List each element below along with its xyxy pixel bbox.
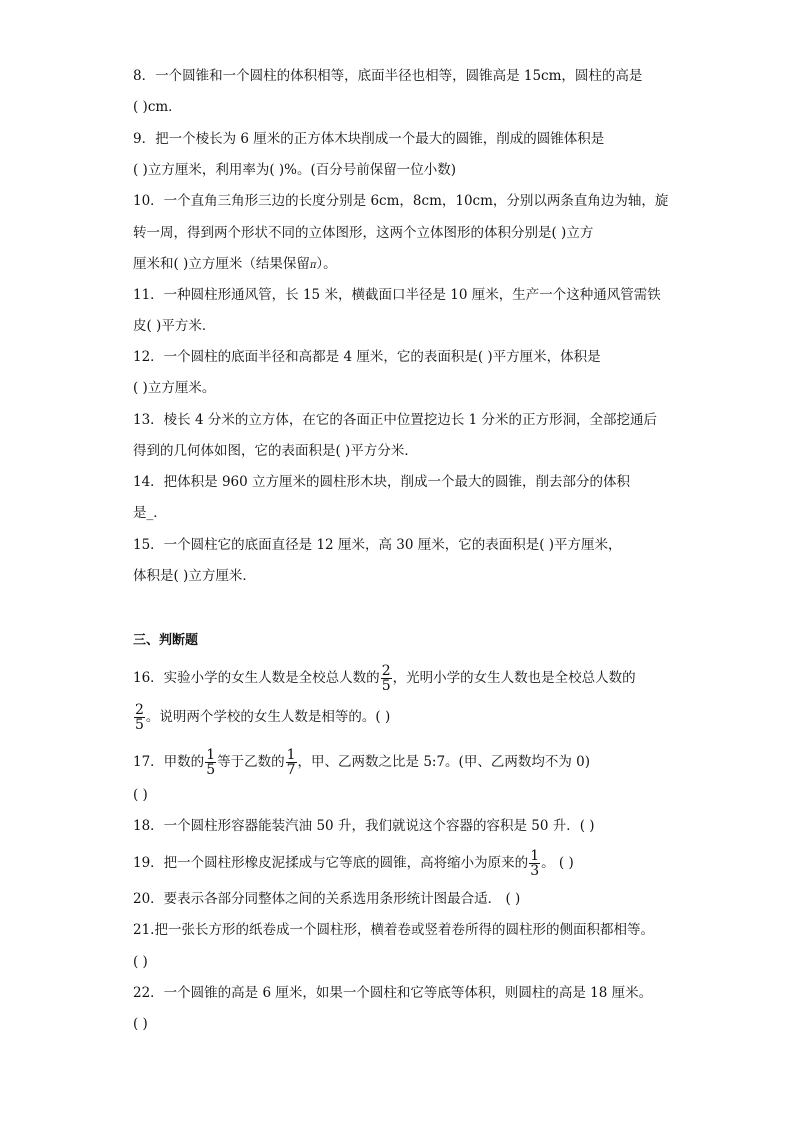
question-12-line-1: 12．一个圆柱的底面半径和高都是 4 厘米，它的表面积是( )平方厘米，体积是 bbox=[133, 349, 601, 365]
fraction-one-seventh: $\frac{1}{7}$ bbox=[286, 747, 296, 778]
question-8-line-2: ( )cm． bbox=[133, 99, 182, 115]
question-9-line-1: 9．把一个棱长为 6 厘米的正方体木块削成一个最大的圆锥，削成的圆锥体积是 bbox=[133, 131, 605, 147]
question-10-line-1: 10．一个直角三角形三边的长度分别是 6cm，8cm，10cm，分别以两条直角边为轴，旋 bbox=[133, 193, 669, 209]
question-19-line: 19．把一个圆柱形橡皮泥揉成与它等底的圆锥，高将缩小为原来的 $\frac{1}{3}$ 。 ( ) bbox=[133, 848, 574, 879]
question-22-line-1: 22．一个圆锥的高是 6 厘米，如果一个圆柱和它等底等体积，则圆柱的高是 18 厘米。 bbox=[133, 985, 653, 1001]
question-14-line-1: 14．把体积是 960 立方厘米的圆柱形木块，削成一个最大的圆锥，削去部分的体积 bbox=[133, 474, 631, 490]
question-13-line-1: 13．棱长 4 分米的立方体，在它的各面正中位置挖边长 1 分米的正方形洞，全部挖通后 bbox=[133, 412, 658, 428]
question-17-line-1: 17．甲数的 $\frac{1}{5}$ 等于乙数的 $\frac{1}{7}$ ，甲、乙两数之比是 5:7。(甲、乙两数均不为 0) bbox=[133, 747, 590, 778]
question-15-line-2: 体积是( )立方厘米． bbox=[133, 568, 256, 584]
question-17-line-2: ( ) bbox=[133, 787, 148, 803]
fraction-one-third: $\frac{1}{3}$ bbox=[530, 848, 540, 879]
question-22-line-2: ( ) bbox=[133, 1016, 148, 1032]
fraction-two-fifths: $\frac{2}{5}$ bbox=[381, 663, 391, 694]
pi-symbol: π bbox=[309, 260, 317, 271]
question-14-line-2: 是_． bbox=[133, 505, 167, 521]
question-18-line: 18．一个圆柱形容器能装汽油 50 升，我们就说这个容器的容积是 50 升．( ) bbox=[133, 818, 595, 834]
fraction-one-fifth: $\frac{1}{5}$ bbox=[206, 747, 216, 778]
section-title: 三、判断题 bbox=[133, 633, 199, 648]
question-12-line-2: ( )立方厘米。 bbox=[133, 380, 216, 396]
question-21-line-1: 21.把一张长方形的纸卷成一个圆柱形，横着卷或竖着卷所得的圆柱形的侧面积都相等。 bbox=[133, 922, 654, 938]
question-9-line-2: ( )立方厘米，利用率为( )%。(百分号前保留一位小数) bbox=[133, 162, 457, 178]
question-16-line-2: $\frac{2}{5}$ 。说明两个学校的女生人数是相等的。( ) bbox=[135, 702, 391, 733]
question-10-line-2: 转一周，得到两个形状不同的立体图形，这两个立体图形的体积分别是( )立方 bbox=[133, 225, 594, 241]
question-10-line-3: 厘米和( )立方厘米（结果保留π）。 bbox=[133, 256, 337, 272]
question-8-line-1: 8．一个圆锥和一个圆柱的体积相等，底面半径也相等，圆锥高是 15cm，圆柱的高是 bbox=[133, 68, 643, 84]
fraction-two-fifths: $\frac{2}{5}$ bbox=[135, 702, 144, 733]
question-11-line-2: 皮( )平方米． bbox=[133, 318, 216, 334]
question-20-line: 20．要表示各部分同整体之间的关系选用条形统计图最合适． ( ) bbox=[133, 891, 521, 907]
question-21-line-2: ( ) bbox=[133, 954, 148, 970]
question-11-line-1: 11．一种圆柱形通风管，长 15 米，横截面口半径是 10 厘米，生产一个这种通风管需铁 bbox=[133, 287, 661, 303]
question-13-line-2: 得到的几何体如图，它的表面积是( )平方分米． bbox=[133, 443, 418, 459]
question-16-line-1: 16．实验小学的女生人数是全校总人数的 $\frac{2}{5}$ ，光明小学的女生人数也是全校总人数的 bbox=[133, 663, 636, 694]
question-15-line-1: 15．一个圆柱它的底面直径是 12 厘米，高 30 厘米，它的表面积是( )平方厘米， bbox=[133, 537, 622, 553]
